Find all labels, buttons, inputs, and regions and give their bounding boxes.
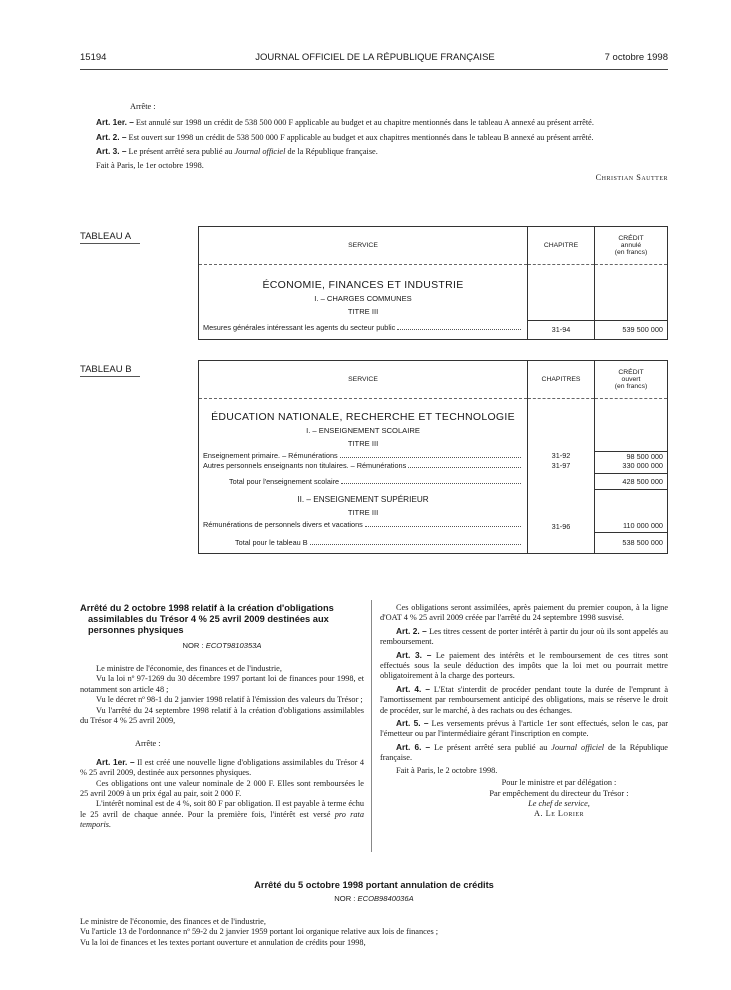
- preamble-paragraph: Vu l'article 13 de l'ordonnance nº 59-2 du 2 janvier 1959 portant loi organique relative aux lois de finances ;: [80, 927, 439, 937]
- col-credit-line: ouvert: [621, 376, 641, 383]
- nor-label: NOR :: [334, 894, 356, 903]
- article-text: de la République française.: [285, 147, 378, 157]
- article-text: Les versements prévus à l'article 1er sont effectués, selon le cas, par l'émetteur ou par l'intermédiaire gérant l'inscription en compte.: [380, 719, 669, 739]
- empty-cell: [528, 399, 595, 424]
- row-service: [199, 461, 528, 474]
- tableau-a-label: TABLEAU A: [80, 231, 140, 244]
- page-number: 15194: [80, 52, 107, 63]
- article-5: [380, 718, 668, 740]
- article-label: Art. 3. –: [396, 649, 432, 660]
- empty-cell: [528, 504, 595, 520]
- article-label: Art. 1er. –: [96, 756, 135, 767]
- empty-cell: [595, 291, 668, 303]
- empty-cell: [595, 435, 668, 451]
- col-credit-line: (en francs): [614, 383, 648, 390]
- journal-link-text: Journal officiel: [234, 147, 286, 157]
- col-credit-line: annulé: [620, 242, 642, 249]
- empty-cell: [595, 265, 668, 292]
- section-heading: II. – ENSEIGNEMENT SUPÉRIEUR: [297, 494, 429, 504]
- col-chapitres: CHAPITRES: [528, 361, 595, 399]
- article-3: [80, 146, 668, 157]
- article-text: Le présent arrêté sera publié au: [128, 147, 235, 157]
- article-text: Le paiement des intérêts et le remboursement de ces titres sont effectués sous la seule déduction des impôts que la loi met ou pourrait mettre obligatoirement à la charge des porteurs.: [380, 650, 669, 681]
- total-credit: 428 500 000: [595, 474, 668, 490]
- table-row: [199, 461, 668, 474]
- article-label: Art. 2. –: [96, 131, 127, 142]
- row-credit: 330 000 000: [595, 461, 668, 474]
- tableau-a: [198, 226, 668, 340]
- signature-name: A. Le Lorier: [533, 809, 584, 819]
- leader-dots: [408, 467, 521, 468]
- section-heading: I. – ENSEIGNEMENT SCOLAIRE: [306, 426, 420, 435]
- nor-reference: [80, 641, 364, 650]
- ministry-heading: ÉCONOMIE, FINANCES ET INDUSTRIE: [262, 279, 464, 291]
- total-label-text: Total pour le tableau B: [235, 538, 308, 547]
- empty-cell: [528, 490, 595, 504]
- arrete-label: Arrête :: [135, 739, 161, 749]
- article-1: [80, 757, 364, 779]
- leader-dots: [397, 329, 521, 330]
- total-credit: 538 500 000: [595, 533, 668, 554]
- article-label: Art. 3. –: [96, 146, 127, 157]
- col-credit-line: CRÉDIT: [618, 235, 644, 242]
- preamble-paragraph: Vu le décret nº 98-1 du 2 janvier 1998 relatif à l'émission des valeurs du Trésor ;: [96, 695, 363, 705]
- row-service: [199, 451, 528, 461]
- total-label-text: Total pour l'enseignement scolaire: [229, 477, 340, 486]
- signature-line: Le chef de service,: [528, 798, 590, 808]
- signature-line: Pour le ministre et par délégation :: [501, 778, 617, 788]
- article-label: Art. 2. –: [396, 625, 427, 636]
- preamble-paragraph: Vu la loi de finances et les textes portant ouverture et annulation de crédits pour 1998,: [80, 937, 366, 947]
- row-service-text: Autres personnels enseignants non titulaires. – Rémunérations: [203, 460, 407, 470]
- first-decree: [80, 102, 668, 183]
- article-2: [380, 626, 668, 648]
- total-row: [199, 533, 668, 554]
- nor-reference: [80, 894, 668, 903]
- leader-dots: [310, 544, 521, 545]
- header-rule: [80, 69, 668, 70]
- nor-label: NOR :: [182, 641, 204, 650]
- arrete-label: Arrête :: [130, 102, 156, 111]
- total-label: [199, 533, 528, 554]
- row-credit: 539 500 000: [595, 320, 668, 339]
- article-text: Le présent arrêté sera publié au: [434, 742, 552, 752]
- empty-cell: [595, 490, 668, 504]
- article-label: Art. 6. –: [396, 741, 431, 752]
- titre-heading: TITRE III: [347, 307, 379, 316]
- empty-cell: [595, 303, 668, 320]
- empty-cell: [595, 504, 668, 520]
- col-credit: [595, 361, 668, 399]
- article-label: Art. 4. –: [396, 683, 430, 694]
- tableau-b: [198, 360, 668, 554]
- row-chapitre: 31-94: [528, 320, 595, 339]
- row-service: [199, 320, 528, 339]
- empty-cell: [595, 399, 668, 424]
- table-row: [199, 451, 668, 461]
- latin-phrase: pro rata temporis.: [80, 809, 365, 830]
- row-service-text: Rémunérations de personnels divers et vacations: [203, 519, 363, 529]
- decree-title: Arrêté du 5 octobre 1998 portant annulation de crédits: [254, 880, 494, 890]
- col-credit-line: (en francs): [614, 249, 648, 256]
- empty-cell: [595, 423, 668, 435]
- nor-code: ECOT9810353A: [205, 641, 262, 650]
- article-paragraph: Ces obligations seront assimilées, après paiement du premier coupon, à la ligne d'OAT 4 % 25 avril 2009 créée par l'arrêté du 24 septembre 1998 susvisé.: [380, 603, 668, 623]
- preamble-paragraph: Vu l'arrêté du 24 septembre 1998 relatif à la création d'obligations assimilables du Trésor 4 % 25 avril 2009,: [80, 705, 364, 726]
- row-credit: 98 500 000: [595, 451, 668, 461]
- row-chapitre: 31-92: [528, 451, 595, 461]
- article-label: Art. 5. –: [396, 718, 429, 729]
- done-at: Fait à Paris, le 1er octobre 1998.: [96, 160, 204, 170]
- article-text: Est annulé sur 1998 un crédit de 538 500 000 F applicable au budget et au chapitre mentionnés dans le tableau A annexé au présent arrêté.: [135, 118, 594, 128]
- article-paragraph: Ces obligations ont une valeur nominale de 2 000 F. Elles sont remboursées le 25 avril 2009 à un prix égal au pair, soit 2 000 F.: [80, 778, 364, 799]
- row-service-text: Enseignement primaire. – Rémunérations: [203, 451, 338, 461]
- article-4: [380, 684, 668, 716]
- article-1: [80, 117, 668, 128]
- article-3: [380, 650, 668, 682]
- column-divider: [371, 600, 372, 852]
- section-heading: I. – CHARGES COMMUNES: [314, 294, 412, 303]
- signature: Christian Sautter: [595, 173, 668, 183]
- decree-title: Arrêté du 2 octobre 1998 relatif à la création d'obligations assimilables du Trésor 4 % 25 avril 2009 destinées aux personnes physiques: [80, 603, 334, 635]
- col-credit: [595, 227, 668, 265]
- nor-code: ECOB9840036A: [357, 894, 414, 903]
- empty-cell: [528, 474, 595, 490]
- total-label: [199, 474, 528, 490]
- article-text: Il est créé une nouvelle ligne d'obligations assimilables du Trésor 4 % 25 avril 2009, destinée aux personnes physiques.: [80, 757, 364, 778]
- table-row: [199, 320, 668, 339]
- article-text: Est ouvert sur 1998 un crédit de 538 500 000 F applicable au budget et aux chapitres mentionnés dans le tableau B annexé au présent arrêté.: [128, 132, 594, 142]
- row-chapitre: 31-96: [528, 520, 595, 533]
- article-2: [80, 132, 668, 143]
- leader-dots: [341, 483, 521, 484]
- leader-dots: [365, 526, 521, 527]
- preamble-paragraph: Vu la loi nº 97-1269 du 30 décembre 1997 portant loi de finances pour 1998, et notamment son article 48 ;: [80, 674, 364, 694]
- col-credit-line: CRÉDIT: [618, 369, 644, 376]
- total-row: [199, 474, 668, 490]
- empty-cell: [528, 303, 595, 320]
- empty-cell: [528, 423, 595, 435]
- journal-title: JOURNAL OFFICIEL DE LA RÉPUBLIQUE FRANÇAISE: [255, 52, 495, 63]
- table-row: [199, 520, 668, 533]
- leader-dots: [340, 457, 521, 458]
- article-text: Les titres cessent de porter intérêt à partir du jour où ils sont appelés au remboursement.: [380, 626, 668, 647]
- signature-line: Par empêchement du directeur du Trésor :: [489, 788, 629, 798]
- article-paragraph: [80, 799, 364, 830]
- issue-date: 7 octobre 1998: [604, 52, 668, 63]
- second-decree-right: [380, 603, 668, 820]
- second-decree-left: [80, 603, 364, 831]
- third-decree: [80, 880, 668, 948]
- article-text: L'Etat s'interdit de procéder pendant toute la durée de l'emprunt à l'amortissement par remboursement anticipé des obligations, mais se réserve le droit de procéder, sur le marché, à des rachats ou des échanges.: [380, 684, 669, 715]
- tableau-b-label: TABLEAU B: [80, 364, 140, 377]
- row-chapitre: 31-97: [528, 461, 595, 474]
- preamble-paragraph: Le ministre de l'économie, des finances et de l'industrie,: [80, 917, 266, 926]
- article-label: Art. 1er. –: [96, 117, 134, 128]
- row-service: [199, 520, 528, 533]
- titre-heading: TITRE III: [347, 507, 379, 517]
- col-service: SERVICE: [199, 361, 528, 399]
- ministry-heading: ÉDUCATION NATIONALE, RECHERCHE ET TECHNOLOGIE: [211, 411, 515, 423]
- empty-cell: [528, 265, 595, 292]
- empty-cell: [528, 435, 595, 451]
- row-service-text: Mesures générales intéressant les agents du secteur public: [203, 322, 396, 332]
- titre-heading: TITRE III: [347, 439, 379, 448]
- row-credit: 110 000 000: [595, 520, 668, 533]
- preamble-paragraph: Le ministre de l'économie, des finances et de l'industrie,: [96, 664, 282, 673]
- empty-cell: [528, 533, 595, 554]
- article-text: L'intérêt nominal est de 4 %, soit 80 F par obligation. Il est payable à terme échu le 25 avril de chaque année. Pour la première fois, l'intérêt est versé: [80, 799, 364, 819]
- col-service: SERVICE: [199, 227, 528, 265]
- article-text: de la République française.: [380, 742, 668, 763]
- empty-cell: [528, 291, 595, 303]
- journal-link-text: Journal officiel: [551, 742, 605, 752]
- done-at: Fait à Paris, le 2 octobre 1998.: [396, 765, 498, 775]
- article-6: [380, 742, 668, 764]
- col-chapitre: CHAPITRE: [528, 227, 595, 265]
